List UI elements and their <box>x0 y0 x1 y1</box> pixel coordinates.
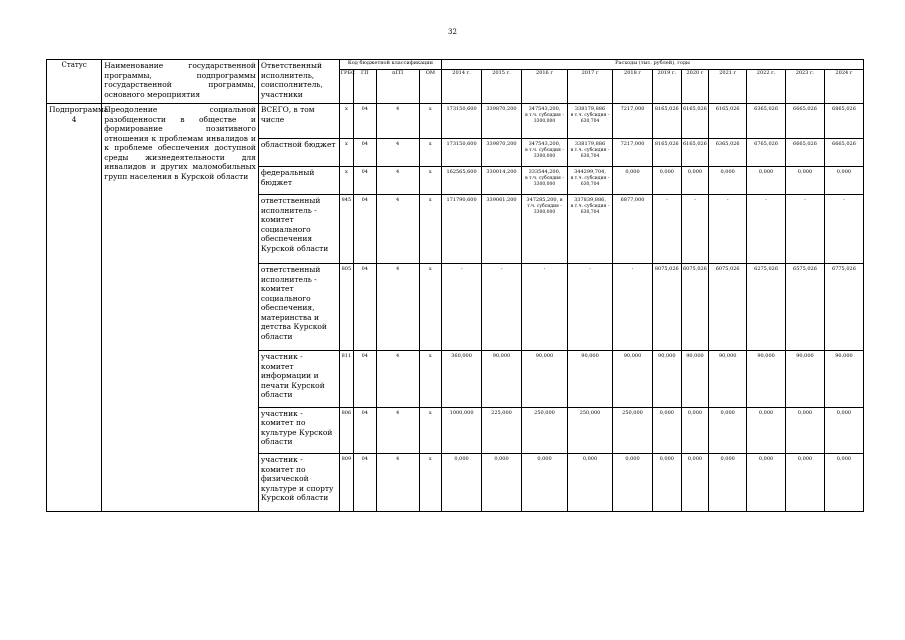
header-year: 2020 г <box>681 70 709 104</box>
code-cell: х <box>419 454 442 512</box>
value-amount: 0,000 <box>659 169 674 176</box>
value-subsidy-note: в т.ч. субсидия - 630,704 <box>570 204 610 216</box>
value-cell <box>442 195 482 264</box>
value-amount: 6665,026 <box>793 106 817 113</box>
header-expenses: Расходы (тыс. рублей), годы <box>442 60 864 70</box>
value-cell <box>747 104 786 138</box>
code-cell: х <box>419 104 442 138</box>
value-cell <box>681 351 709 408</box>
value-cell <box>709 454 747 512</box>
value-subsidy-note: в т.ч. субсидия - 3300,000 <box>525 176 564 188</box>
code-cell: 4 <box>376 104 419 138</box>
value-cell <box>709 167 747 195</box>
value-cell <box>824 351 863 408</box>
header-responsible: Ответственный исполнитель, соисполнитель, участники <box>258 60 339 104</box>
code-cell: 04 <box>354 167 377 195</box>
value-amount: 6365,026 <box>754 106 778 113</box>
value-cell <box>482 351 522 408</box>
responsible-cell: участник - комитет по культуре Курской области <box>258 407 339 454</box>
value-cell <box>521 264 567 351</box>
value-cell <box>824 167 863 195</box>
code-cell: х <box>339 104 353 138</box>
value-cell <box>747 454 786 512</box>
value-subsidy-note: в т.ч. субсидия - 3300,000 <box>525 147 564 159</box>
value-amount: 0,000 <box>797 169 813 176</box>
value-cell <box>442 454 482 512</box>
value-amount: 6665,026 <box>793 140 817 147</box>
value-amount: 90,000 <box>581 353 599 360</box>
code-cell: 845 <box>339 195 353 264</box>
value-cell <box>786 454 825 512</box>
budget-table <box>46 59 864 512</box>
value-amount: 250,000 <box>579 409 601 416</box>
value-amount: 0,000 <box>720 169 735 176</box>
value-cell <box>786 138 825 166</box>
value-cell <box>652 195 681 264</box>
value-amount: 6775,026 <box>832 266 856 273</box>
code-cell: 809 <box>339 454 353 512</box>
value-cell <box>521 167 567 195</box>
code-cell: 04 <box>354 264 377 351</box>
value-amount: 0,000 <box>454 456 469 463</box>
code-cell: 04 <box>354 407 377 454</box>
value-cell <box>786 351 825 408</box>
value-amount: 90,000 <box>686 353 704 360</box>
value-amount: 0,000 <box>625 456 640 463</box>
value-amount: 0,000 <box>659 409 674 416</box>
header-code-om: ОМ <box>419 70 442 104</box>
responsible-cell: областной бюджет <box>258 138 339 166</box>
value-cell <box>521 351 567 408</box>
value-cell <box>568 264 613 351</box>
value-cell <box>482 454 522 512</box>
value-amount: - <box>765 197 767 204</box>
value-amount: 90,000 <box>718 353 737 360</box>
value-amount: 0,000 <box>537 456 552 463</box>
value-cell <box>482 167 522 195</box>
header-row <box>47 60 864 70</box>
value-cell <box>786 195 825 264</box>
value-amount: 330014,200 <box>486 169 517 176</box>
value-amount: 8165,026 <box>654 106 679 113</box>
value-amount: 0,000 <box>720 409 735 416</box>
value-cell <box>442 104 482 138</box>
value-amount: 0,000 <box>687 409 703 416</box>
value-subsidy-note: в т.ч. субсидия - 630,704 <box>570 113 610 125</box>
value-amount: 339061,200 <box>486 197 517 204</box>
value-cell <box>681 138 709 166</box>
value-amount: 0,000 <box>836 456 852 463</box>
code-cell: 04 <box>354 454 377 512</box>
value-amount: 0,000 <box>836 169 852 176</box>
value-cell <box>709 351 747 408</box>
header-status: Статус <box>47 60 102 104</box>
code-cell: 4 <box>376 264 419 351</box>
value-cell <box>681 167 709 195</box>
value-amount: 250,000 <box>622 409 643 416</box>
value-amount: 0,000 <box>797 456 813 463</box>
value-amount: - <box>631 266 634 273</box>
code-cell: х <box>419 195 442 264</box>
value-cell <box>568 138 613 166</box>
value-cell <box>786 104 825 138</box>
page-number: 32 <box>448 28 457 36</box>
value-cell <box>786 264 825 351</box>
code-cell: 4 <box>376 138 419 166</box>
value-amount: 90,000 <box>757 353 775 360</box>
value-amount: 338179,886 <box>574 106 606 113</box>
value-cell <box>568 167 613 195</box>
value-cell <box>747 407 786 454</box>
value-amount: 360,000 <box>451 353 472 360</box>
responsible-cell: участник - комитет по физической культуре и спорту Курской области <box>258 454 339 512</box>
value-cell <box>442 407 482 454</box>
value-cell <box>613 407 653 454</box>
value-amount: 347543,200, <box>528 106 561 113</box>
value-subsidy-note: в т.ч. субсидия - 630,704 <box>570 147 610 159</box>
header-year: 2014 г. <box>442 70 482 104</box>
value-cell <box>521 407 567 454</box>
value-amount: 347543,200, <box>528 140 561 147</box>
code-cell: 4 <box>376 167 419 195</box>
code-cell: х <box>419 167 442 195</box>
header-year: 2021 г <box>709 70 747 104</box>
value-cell <box>613 351 653 408</box>
value-cell <box>482 264 522 351</box>
value-amount: 90,000 <box>623 353 642 360</box>
code-cell: х <box>339 167 353 195</box>
value-amount: - <box>665 197 668 204</box>
value-cell <box>652 351 681 408</box>
value-cell <box>681 454 709 512</box>
code-cell: 04 <box>354 138 377 166</box>
value-cell <box>613 195 653 264</box>
value-cell <box>482 104 522 138</box>
code-cell: х <box>419 407 442 454</box>
value-amount: 90,000 <box>835 353 853 360</box>
value-cell <box>747 138 786 166</box>
value-amount: - <box>500 266 503 273</box>
value-cell <box>613 167 653 195</box>
header-year: 2023 г. <box>786 70 825 104</box>
code-cell: 4 <box>376 351 419 408</box>
value-cell <box>709 195 747 264</box>
table-row <box>47 104 864 138</box>
value-cell <box>652 407 681 454</box>
value-amount: - <box>843 197 845 204</box>
header-code-gp: ГП <box>354 70 377 104</box>
value-cell <box>709 104 747 138</box>
value-cell <box>824 104 863 138</box>
value-cell <box>824 264 863 351</box>
value-amount: 6865,026 <box>832 106 856 113</box>
value-amount: 90,000 <box>658 353 676 360</box>
value-cell <box>747 264 786 351</box>
responsible-cell: участник - комитет информации и печати Курской области <box>258 351 339 408</box>
value-amount: 6665,026 <box>832 140 856 147</box>
value-cell <box>482 195 522 264</box>
value-cell <box>709 264 747 351</box>
value-subsidy-note: в т.ч. субсидия - 3300,000 <box>525 113 564 125</box>
value-amount: 162565,600 <box>446 169 477 176</box>
value-amount: 173150,600 <box>446 140 477 147</box>
value-cell <box>786 167 825 195</box>
value-cell <box>613 104 653 138</box>
value-amount: 7217,000 <box>620 140 645 147</box>
responsible-cell: федеральный бюджет <box>258 167 339 195</box>
code-cell: 811 <box>339 351 353 408</box>
value-cell <box>747 195 786 264</box>
value-cell <box>747 351 786 408</box>
subprogram-status: Подпрограмма 4 <box>47 104 102 512</box>
value-amount: 6165,026 <box>715 106 740 113</box>
value-cell <box>568 351 613 408</box>
value-cell <box>442 264 482 351</box>
value-cell <box>681 195 709 264</box>
value-amount: 6275,026 <box>754 266 778 273</box>
header-year: 2022 г. <box>747 70 786 104</box>
value-cell <box>824 454 863 512</box>
value-cell <box>613 138 653 166</box>
value-amount: 339870,200 <box>486 140 517 147</box>
value-amount: 0,000 <box>625 169 640 176</box>
value-amount: 90,000 <box>535 353 554 360</box>
code-cell: 4 <box>376 195 419 264</box>
value-cell <box>568 407 613 454</box>
value-cell <box>482 407 522 454</box>
value-amount: 6575,026 <box>793 266 817 273</box>
responsible-cell: ответственный исполнитель - комитет социального обеспечения, материнства и детства Курской области <box>258 264 339 351</box>
value-amount: 6877,000 <box>620 197 645 204</box>
code-cell: 04 <box>354 351 377 408</box>
value-cell <box>568 195 613 264</box>
value-cell <box>652 264 681 351</box>
value-amount: - <box>460 266 463 273</box>
value-cell <box>709 138 747 166</box>
value-amount: - <box>726 197 729 204</box>
value-subsidy-note: т.ч. субсидия - 3300,000 <box>527 204 562 216</box>
code-cell: 806 <box>339 407 353 454</box>
value-amount: 7217,000 <box>620 106 645 113</box>
value-amount: 0,000 <box>687 456 703 463</box>
value-amount: 171790,600 <box>446 197 477 204</box>
header-name: Наименование государственной программы, подпрограммы государственной программы, основного мероприятия <box>102 60 259 104</box>
value-amount: 1000,000 <box>449 409 474 416</box>
value-amount: 338179,886 <box>574 140 606 147</box>
code-cell: 04 <box>354 195 377 264</box>
responsible-cell: ответственный исполнитель - комитет социального обеспечения Курской области <box>258 195 339 264</box>
value-amount: - <box>804 197 806 204</box>
value-cell <box>681 264 709 351</box>
value-amount: 0,000 <box>758 409 774 416</box>
value-cell <box>568 104 613 138</box>
code-cell: х <box>339 138 353 166</box>
value-cell <box>786 407 825 454</box>
code-cell: 4 <box>376 454 419 512</box>
value-amount: 347285,200, в <box>526 197 563 204</box>
value-cell <box>613 454 653 512</box>
value-amount: 337839,886, <box>574 197 606 204</box>
subprogram-name: Преодоление социальной разобщенности в обществе и формирование позитивного отношения к проблемам инвалидов и к проблеме обеспечения доступной среды жизнедеятельности для инвалидов и других маломобильных групп населения в Курской области <box>102 104 259 512</box>
value-amount: 0,000 <box>659 456 674 463</box>
value-cell <box>568 454 613 512</box>
value-amount: 90,000 <box>492 353 511 360</box>
header-year: 2017 г <box>568 70 613 104</box>
code-cell: х <box>419 138 442 166</box>
value-amount: - <box>543 266 546 273</box>
header-year: 2016 г <box>521 70 567 104</box>
value-amount: 0,000 <box>582 456 598 463</box>
value-amount: 344299,704, <box>574 169 606 176</box>
header-year: 2019 г. <box>652 70 681 104</box>
value-cell <box>652 138 681 166</box>
value-amount: 6075,026 <box>715 266 740 273</box>
value-cell <box>442 351 482 408</box>
value-cell <box>681 104 709 138</box>
value-amount: 8165,026 <box>654 140 679 147</box>
value-cell <box>521 138 567 166</box>
value-amount: 0,000 <box>758 456 774 463</box>
value-amount: 6075,026 <box>683 266 707 273</box>
value-cell <box>521 195 567 264</box>
value-amount: 0,000 <box>687 169 703 176</box>
value-amount: 339870,200 <box>486 106 517 113</box>
value-amount: 8075,026 <box>654 266 679 273</box>
value-cell <box>442 138 482 166</box>
value-amount: 0,000 <box>836 409 852 416</box>
value-amount: 225,000 <box>491 409 512 416</box>
value-cell <box>482 138 522 166</box>
value-cell <box>521 104 567 138</box>
header-year: 2018 г <box>613 70 653 104</box>
value-cell <box>652 454 681 512</box>
header-code-pgp: пГП <box>376 70 419 104</box>
responsible-cell: ВСЕГО, в том числе <box>258 104 339 138</box>
header-year: 2015 г. <box>482 70 522 104</box>
value-cell <box>824 138 863 166</box>
header-code-grbs: ГРБС <box>339 70 353 104</box>
value-cell <box>709 407 747 454</box>
value-cell <box>824 195 863 264</box>
value-amount: 250,000 <box>534 409 555 416</box>
value-amount: 333544,200, <box>528 169 561 176</box>
code-cell: х <box>419 264 442 351</box>
value-amount: - <box>589 266 591 273</box>
header-year: 2024 г <box>824 70 863 104</box>
value-amount: 173150,600 <box>446 106 477 113</box>
value-amount: 6365,026 <box>715 140 740 147</box>
value-cell <box>652 167 681 195</box>
value-cell <box>652 104 681 138</box>
value-amount: 6165,026 <box>683 140 707 147</box>
code-cell: 4 <box>376 407 419 454</box>
value-subsidy-note: в т.ч. субсидия - 630,704 <box>570 176 610 188</box>
value-cell <box>613 264 653 351</box>
value-amount: 90,000 <box>796 353 814 360</box>
code-cell: 805 <box>339 264 353 351</box>
value-amount: - <box>694 197 696 204</box>
value-amount: 0,000 <box>797 409 813 416</box>
value-amount: 0,000 <box>758 169 774 176</box>
value-amount: 6765,026 <box>754 140 778 147</box>
code-cell: 04 <box>354 104 377 138</box>
value-amount: 6165,026 <box>683 106 707 113</box>
value-cell <box>747 167 786 195</box>
value-amount: 0,000 <box>494 456 509 463</box>
header-budget-code: Код бюджетной классификации <box>339 60 441 70</box>
value-cell <box>824 407 863 454</box>
code-cell: х <box>419 351 442 408</box>
value-cell <box>442 167 482 195</box>
value-cell <box>521 454 567 512</box>
value-cell <box>681 407 709 454</box>
value-amount: 0,000 <box>720 456 735 463</box>
